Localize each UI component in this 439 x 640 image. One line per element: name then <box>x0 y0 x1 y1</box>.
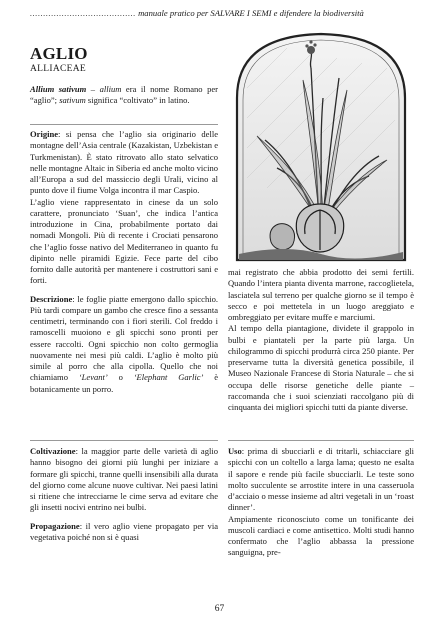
right-paragraph-2: Al tempo della piantagione, dividete il grappolo in bulbi e piantateli per la parte più larga. Un chilogrammo di spicchi produrrà circa 250 piante. Per preservarne tutta la diversità genetica possibile, il Museo Nazionale Francese di Storia Naturale – che si occupa delle risorse genetiche delle piante – raccomanda che i suoi scienziati raccolgano più di cinquanta dei migliori spicchi tutti da piante diverse. <box>228 323 414 412</box>
uso-paragraph-2: Ampiamente riconosciuto come un tonificante dei muscoli cardiaci e come antisettico. Molti studi hanno confermato che l’aglio abbassa la pressione sanguigna, pre- <box>228 513 414 558</box>
origine-paragraph-2: L’aglio viene rappresentato in cinese da un solo carattere, pronunciato ‘Suan’, che indica l’antica introduzione in Cina, probabilmente portato dai nomadi Mongoli. Più di recente i Crociati pensarono che l’aglio fosse nativo del Mediterraneo in quanto fu dipinto nelle piramidi Egizie. Fece parte del cibo fornito dalle autorità per mantenere i costruttori sani e forti. <box>30 196 218 286</box>
propagazione-label: Propagazione <box>30 520 80 531</box>
uso-paragraph <box>228 446 414 514</box>
intro-italic-2: sativum <box>59 95 86 106</box>
descrizione-text-1: : le foglie piatte emergono dallo spicchio. Più tardi compare un gambo che cresce fino a sessanta centimetri, terminando con i fiori sterili. Col freddo i ramoscelli muoiono e gli spicchi sono pronti per essere raccolti. Ogni spicchio non colto germoglia nuovamente nei mesi più caldi. L’aglio è molto più simile al porro che alla cipolla. Quello che noi chiamiamo <box>30 293 218 383</box>
header-title: manuale pratico per SALVARE I SEMI e difendere la biodiversità <box>138 8 364 18</box>
descrizione-label: Descrizione <box>30 293 73 304</box>
intro-text-3: significa “coltivato” in latino. <box>85 95 190 106</box>
right-column <box>228 267 414 420</box>
origine-text: : si pensa che l’aglio sia originario delle montagne dell’Asia centrale (Kazakistan, Uzbekistan e Turkmenistan). È stato ritrovato allo stato selvatico nelle montagne Altaic in Siberia ed anche molto vicino all’Europa a sud del massiccio degli Urali, vicino al punto dove il fiume Volga incontra il mar Caspio. <box>30 129 218 196</box>
running-header <box>30 8 415 24</box>
descrizione-text-2: o <box>107 372 134 383</box>
section-divider <box>228 440 414 441</box>
descrizione-paragraph <box>30 294 218 395</box>
origine-label: Origine <box>30 129 59 139</box>
section-divider <box>30 440 218 441</box>
left-column-bottom <box>30 446 218 550</box>
descrizione-italic-2: ‘Elephant Garlic’ <box>133 372 204 383</box>
left-column-body <box>30 129 218 402</box>
page-number: 67 <box>214 604 225 614</box>
origine-paragraph <box>30 129 218 197</box>
descrizione-italic-1: ‘Levant’ <box>78 372 108 383</box>
propagazione-text: : il vero aglio viene propagato per via vegetativa poiché non si è quasi <box>30 520 218 542</box>
left-column <box>30 84 218 114</box>
uso-label: Uso <box>228 446 242 456</box>
right-paragraph-1: mai registrato che abbia prodotto dei semi fertili. Quando l’intera pianta diventa marrone, raccoglietela, lasciatela sul terreno per qualche giorno se il tempo è secco e poi mettetela in un luogo areggiato e ombreggiato per evitare muffe e marciumi. <box>228 267 414 322</box>
coltivazione-paragraph <box>30 446 218 514</box>
intro-text-2: era il nome Romano per “aglio”; <box>30 84 218 106</box>
garlic-illustration <box>227 28 415 262</box>
header-dots: ........................................ <box>30 8 136 18</box>
coltivazione-label: Coltivazione <box>30 446 76 456</box>
intro-italic-1: allium <box>99 84 122 94</box>
coltivazione-text: : la maggior parte delle varietà di aglio hanno bisogno dei giorni più lunghi per iniziare a formare gli spicchi, tranne quelli insensibili alla durata del giorno come alcune nuove cultivar. Nei paesi latini si ritiene che intrecciarne le cime serva ad evitare che gli insetti nocivi entrino nei bulbi. <box>30 446 218 513</box>
propagazione-paragraph <box>30 521 218 544</box>
latin-name: Allium sativum <box>30 84 87 94</box>
plant-family: ALLIACEAE <box>30 64 86 74</box>
descrizione-text-3: è botanicamente un porro. <box>30 372 218 394</box>
intro-paragraph <box>30 84 218 107</box>
section-divider <box>30 124 218 125</box>
uso-text: : prima di sbucciarli e di tritarli, schiacciare gli spicchi con un coltello a larga lama; questo ne esalta il sapore e rende più facile sbucciarli. Le teste sono molto succulente se arrostite intere in una casseruola d’acciaio o messe insieme ad altri vegetali in un ‘roast dinner’. <box>228 446 414 513</box>
intro-text-1: – <box>86 84 100 94</box>
right-column-bottom <box>228 446 414 566</box>
page-title: AGLIO <box>30 44 88 63</box>
